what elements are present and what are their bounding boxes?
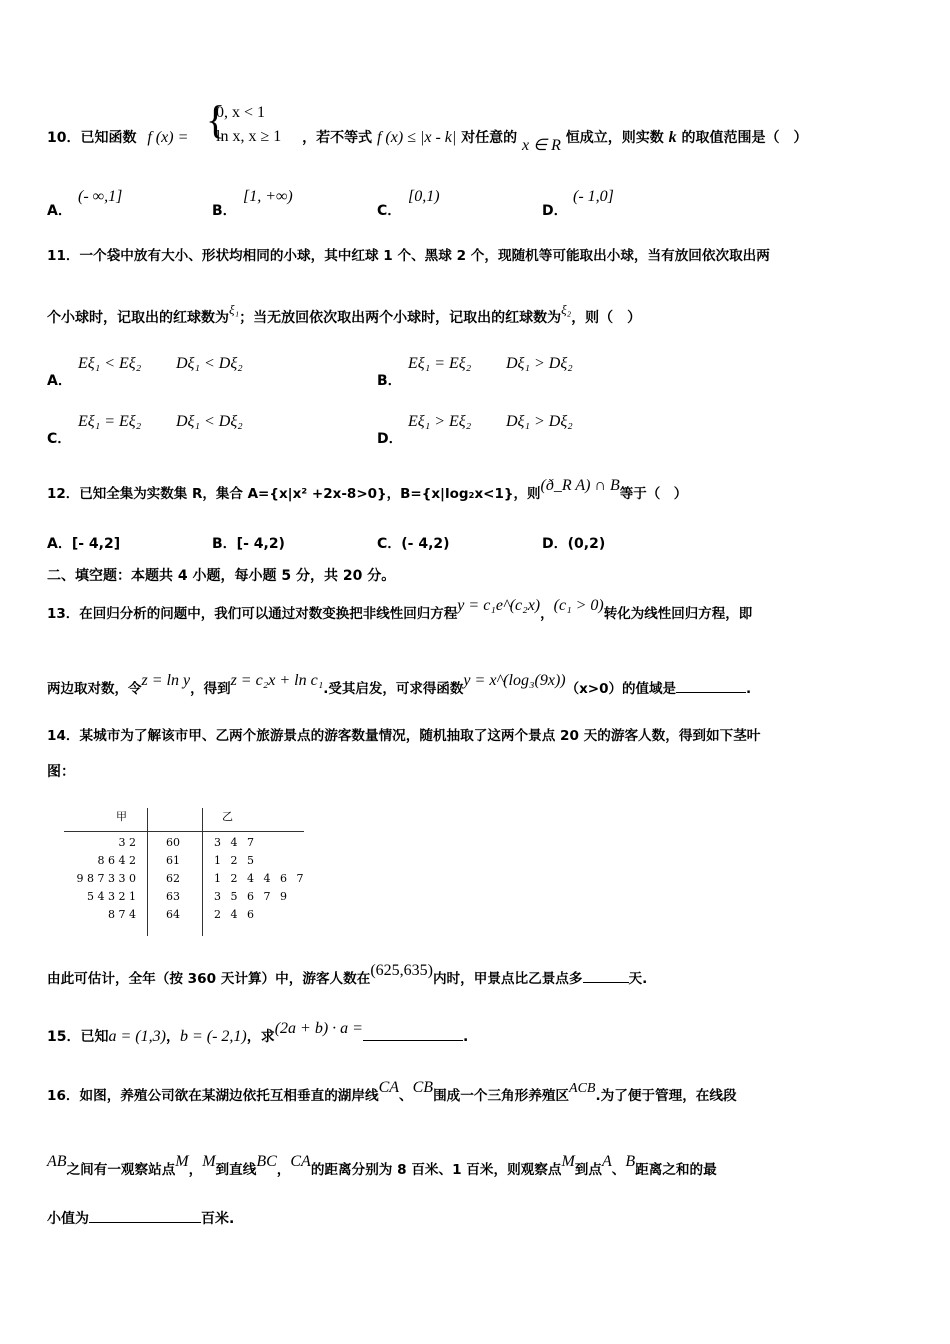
q10-suffix: 恒成立，则实数 — [565, 130, 664, 146]
q10-option-c-label: C． — [377, 203, 402, 219]
q10-k: k — [668, 129, 677, 146]
q13-eq2: z = ln y — [141, 672, 191, 689]
q10-option-c-value: [0,1) — [408, 188, 440, 205]
q11-option-a-label: A． — [47, 373, 72, 389]
stem-leaf-stem: 60 — [166, 836, 180, 849]
q15-answer-blank[interactable] — [363, 1026, 463, 1041]
q10-func: f (x) = — [147, 129, 189, 146]
q13-answer-blank[interactable] — [676, 678, 746, 693]
q16-acb: ACB — [569, 1081, 596, 1096]
q13-cond2: （x>0） — [565, 681, 623, 697]
q12-option-c: C．(- 4,2) — [377, 536, 450, 552]
q10-option-a-label: A． — [47, 203, 72, 219]
q14-line2: 图： — [47, 764, 75, 780]
q10-option-d-value: (- 1,0] — [573, 188, 614, 205]
q10-piecewise: { 0, x < 1 ln x, x ≥ 1 — [206, 97, 282, 145]
q13-eq1: y = c₁e^(c₂x) — [457, 597, 541, 614]
q10-case2: ln x, x ≥ 1 — [216, 128, 282, 145]
q10-ineq: f (x) ≤ |x - k| — [376, 129, 457, 146]
q11-line2a: 个小球时，记取出的红球数为 — [47, 310, 229, 326]
q14-interval: (625,635) — [370, 962, 433, 979]
q10-option-b-value: [1, +∞) — [243, 188, 293, 205]
q12-expr: (ð_R A) ∩ B — [540, 477, 620, 494]
q11-option-a-e: Eξ₁ < Eξ₂ — [78, 355, 142, 372]
q12-suffix: 等于（ ） — [619, 486, 688, 502]
stem-leaf-left-leaves: 3 2 — [118, 836, 136, 849]
q11-option-b-e: Eξ₁ = Eξ₂ — [408, 355, 472, 372]
q10-option-a-value: (- ∞,1] — [78, 188, 123, 205]
q10-prefix: 10．已知函数 — [47, 130, 137, 146]
q11-xi1: ξ₁ — [229, 302, 240, 317]
q16-cb: CB — [412, 1079, 434, 1096]
q15-expr: (2a + b) · a = — [274, 1020, 363, 1037]
stem-leaf-stem: 62 — [166, 872, 180, 885]
q11-option-c-label: C． — [47, 431, 72, 447]
stem-leaf-right-leaves: 3 4 7 — [214, 836, 254, 849]
q16-line3: 小值为 百米. — [47, 1208, 234, 1229]
q10-suffix2: 的取值范围是（ ） — [681, 130, 808, 146]
stem-leaf-stem: 63 — [166, 890, 180, 903]
q15-b: b = (- 2,1) — [179, 1028, 247, 1045]
q16-ab: AB — [47, 1153, 67, 1170]
q12-option-b: B．[- 4,2) — [212, 536, 285, 552]
q11-line1: 11．一个袋中放有大小、形状均相同的小球，其中红球 1 个、黑球 2 个，现随机等可能取出小球，当有放回依次取出两 — [47, 248, 770, 264]
section-2-heading: 二、填空题：本题共 4 小题，每小题 5 分，共 20 分。 — [47, 568, 396, 584]
stem-leaf-right-leaves: 1 2 5 — [214, 854, 254, 867]
stem-leaf-left-leaves: 8 7 4 — [108, 908, 136, 921]
q10-mid2: 对任意的 — [461, 130, 518, 146]
q11-option-c-e: Eξ₁ = Eξ₂ — [78, 413, 142, 430]
q10-case1: 0, x < 1 — [216, 104, 266, 121]
stem-leaf-right-leaves: 3 5 6 7 9 — [214, 890, 287, 903]
stem-leaf-head-right: 乙 — [222, 810, 233, 823]
stem-leaf-head-left: 甲 — [116, 810, 127, 823]
q10-mid1: ，若不等式 — [302, 130, 373, 146]
q14-answer-blank[interactable] — [583, 968, 629, 983]
stem-leaf-left-leaves: 5 4 3 2 1 — [87, 890, 136, 903]
q13-eq4: y = x^(log₃(9x)) — [463, 672, 566, 689]
q11-option-d-e: Eξ₁ > Eξ₂ — [408, 413, 472, 430]
q12-option-a: A．[- 4,2] — [47, 536, 121, 552]
q11-option-b-d: Dξ₁ > Dξ₂ — [506, 355, 573, 372]
q11-option-a-d: Dξ₁ < Dξ₂ — [176, 355, 243, 372]
q11-xi2: ξ₂ — [561, 302, 572, 317]
stem-leaf-right-leaves: 1 2 4 4 6 7 — [214, 872, 304, 885]
q11-option-d-label: D． — [377, 431, 403, 447]
question-10 — [47, 128, 808, 154]
stem-leaf-left-leaves: 9 8 7 3 3 0 — [76, 872, 136, 885]
q15-a: a = (1,3) — [108, 1028, 166, 1045]
q10-domain: x ∈ R — [522, 137, 561, 154]
q13-eq3: z = c₂x + ln c₁ — [230, 672, 324, 689]
q13-cond: (c₁ > 0) — [553, 597, 604, 614]
q11-option-d-d: Dξ₁ > Dξ₂ — [506, 413, 573, 430]
q11-option-b-label: B． — [377, 373, 402, 389]
q12-text: 12．已知全集为实数集 R，集合 A={x|x² +2x-8>0}，B={x|log₂x<1}，则 — [47, 486, 541, 502]
q16-answer-blank[interactable] — [89, 1208, 201, 1223]
q13-line1: 13．在回归分析的问题中，我们可以通过对数变换把非线性回归方程y = c₁e^(c₂x)，(c₁ > 0)转化为线性回归方程，即 — [47, 597, 753, 622]
stem-leaf-stem: 64 — [166, 908, 180, 921]
q10-option-b-label: B． — [212, 203, 237, 219]
stem-leaf-right-leaves: 2 4 6 — [214, 908, 254, 921]
q12-option-d: D．(0,2) — [542, 536, 606, 552]
q16-line2: AB之间有一观察站点M，M到直线BC，CA的距离分别为 8 百米、1 百米，则观察点M到点A、B距离之和的最 — [47, 1153, 717, 1178]
q13-line2: 两边取对数，令z = ln y，得到z = c₂x + ln c₁.受其启发，可求得函数y = x^(log₃(9x))（x>0）的值域是 . — [47, 672, 752, 697]
q11-line2b: ；当无放回依次取出两个小球时，记取出的红球数为 — [239, 310, 562, 326]
question-15: 15．已知a = (1,3)，b = (- 2,1)，求(2a + b) · a = . — [47, 1020, 469, 1045]
stem-leaf-left-leaves: 8 6 4 2 — [97, 854, 136, 867]
q16-line1: 16．如图，养殖公司欲在某湖边依托互相垂直的湖岸线CA、CB围成一个三角形养殖区ACB.为了便于管理，在线段 — [47, 1079, 737, 1104]
q10-option-d-label: D． — [542, 203, 568, 219]
q14-line3: 由此可估计，全年（按 360 天计算）中，游客人数在(625,635)内时，甲景点比乙景点多 天. — [47, 962, 648, 987]
stem-leaf-stem: 61 — [166, 854, 180, 867]
q11-option-c-d: Dξ₁ < Dξ₂ — [176, 413, 243, 430]
q16-ca: CA — [378, 1079, 400, 1096]
q11-line2c: ，则（ ） — [571, 310, 642, 326]
stem-leaf-plot — [50, 800, 350, 940]
question-12 — [47, 477, 688, 504]
q14-line1: 14．某城市为了解该市甲、乙两个旅游景点的游客数量情况，随机抽取了这两个景点 20 天的游客人数，得到如下茎叶 — [47, 728, 761, 744]
q11-line2 — [47, 302, 642, 328]
